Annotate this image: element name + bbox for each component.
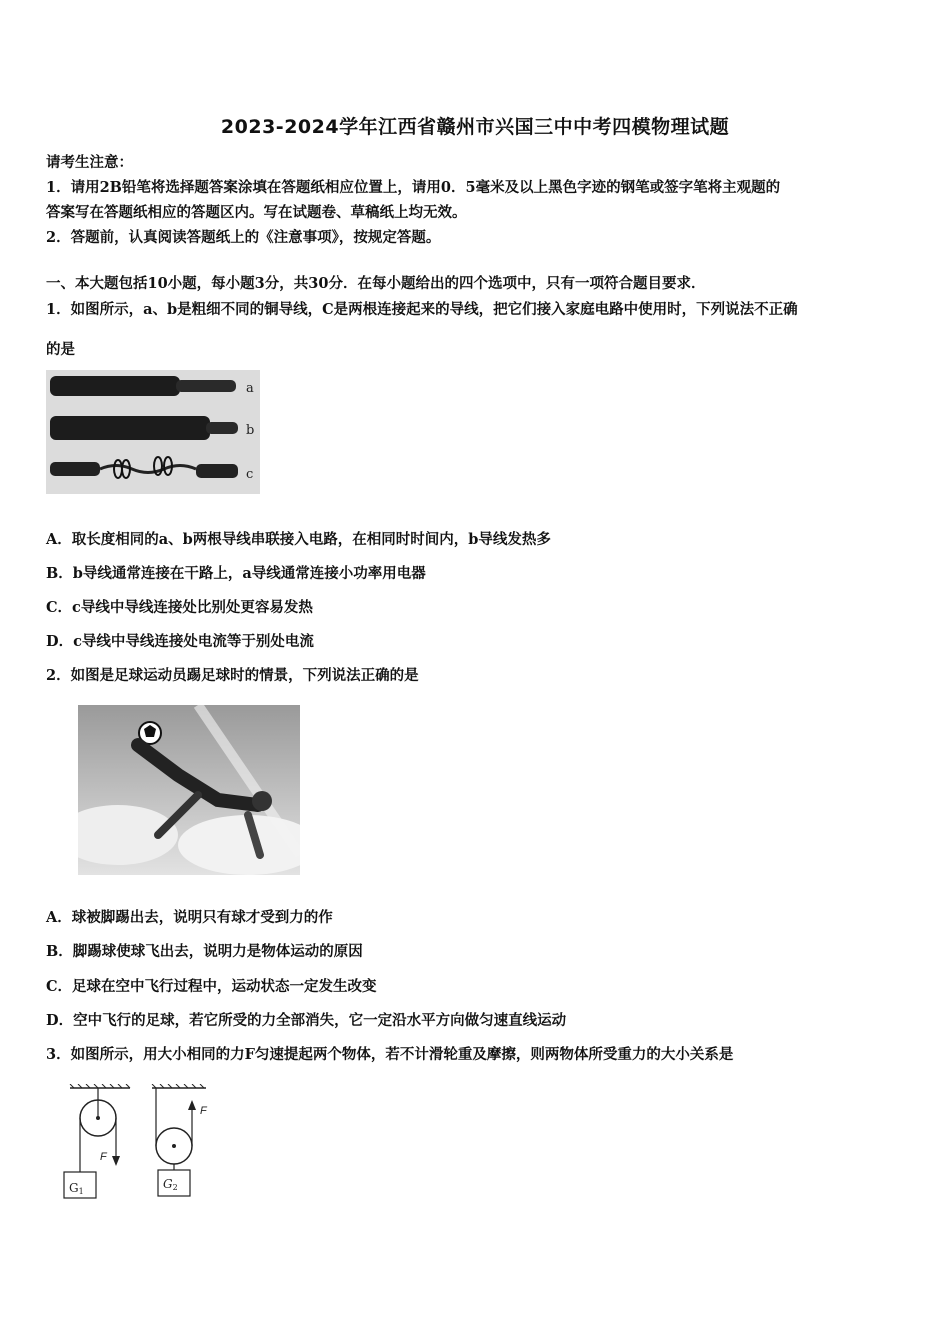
force-arrow-down (112, 1156, 120, 1166)
force-label-right: F (200, 1105, 207, 1117)
question-1-stem-line-2: 的是 (46, 341, 75, 358)
notice-item-1-line-1: 1．请用2B铅笔将选择题答案涂填在答题纸相应位置上，请用0．5毫米及以上黑色字迹的钢笔或签字笔将主观题的 (46, 179, 781, 196)
force-arrow-up (188, 1100, 196, 1110)
question-1-option-a: A．取长度相同的a、b两根导线串联接入电路，在相同时时间内，b导线发热多 (46, 531, 551, 548)
section-heading: 一、本大题包括10小题，每小题3分，共30分．在每小题给出的四个选项中，只有一项符合题目要求． (46, 275, 706, 292)
question-2-option-c: C．足球在空中飞行过程中，运动状态一定发生改变 (46, 978, 377, 995)
weight-label-g2: G2 (163, 1177, 178, 1192)
question-1-stem-line-1: 1．如图所示，a、b是粗细不同的铜导线，C是两根连接起来的导线，把它们接入家庭电路中使用时，下列说法不正确 (46, 301, 798, 318)
question-1-option-b: B．b导线通常连接在干路上，a导线通常连接小功率用电器 (46, 565, 426, 582)
question-1-option-d: D．c导线中导线连接处电流等于别处电流 (46, 633, 314, 650)
wire-c-label: c (246, 467, 254, 482)
force-label-left: F (100, 1151, 107, 1163)
football-figure (78, 705, 300, 875)
wire-a-label: a (246, 381, 254, 396)
notice-item-1-line-2: 答案写在答题纸相应的答题区内。写在试题卷、草稿纸上均无效。 (46, 204, 467, 221)
player-head (252, 791, 272, 811)
pulley-center (172, 1144, 176, 1148)
question-2-option-b: B．脚踢球使球飞出去，说明力是物体运动的原因 (46, 943, 363, 960)
pulley-figure (56, 1084, 226, 1204)
wire-figure (46, 370, 260, 494)
wire-c-right (196, 464, 238, 478)
question-2-stem: 2．如图是足球运动员踢足球时的情景，下列说法正确的是 (46, 667, 419, 684)
notice-item-2: 2．答题前，认真阅读答题纸上的《注意事项》，按规定答题。 (46, 229, 441, 246)
wire-b-label: b (246, 423, 255, 438)
wire-a-thick (50, 376, 180, 396)
document-title: 2023-2024学年江西省赣州市兴国三中中考四模物理试题 (220, 116, 730, 138)
question-2-option-d: D．空中飞行的足球，若它所受的力全部消失，它一定沿水平方向做匀速直线运动 (46, 1012, 567, 1029)
pulley-center (96, 1116, 100, 1120)
question-1-option-c: C．c导线中导线连接处比别处更容易发热 (46, 599, 313, 616)
question-3-stem: 3．如图所示，用大小相同的力F匀速提起两个物体，若不计滑轮重及摩擦，则两物体所受重力的大小关系是 (46, 1046, 734, 1063)
wire-c-left (50, 462, 100, 476)
notice-heading: 请考生注意： (46, 154, 133, 171)
wire-b-thick (50, 416, 210, 440)
wire-a-thin (176, 380, 236, 392)
wire-b-thin (206, 422, 238, 434)
question-2-option-a: A．球被脚踢出去，说明只有球才受到力的作 (46, 909, 333, 926)
weight-label-g1: G1 (69, 1181, 84, 1196)
